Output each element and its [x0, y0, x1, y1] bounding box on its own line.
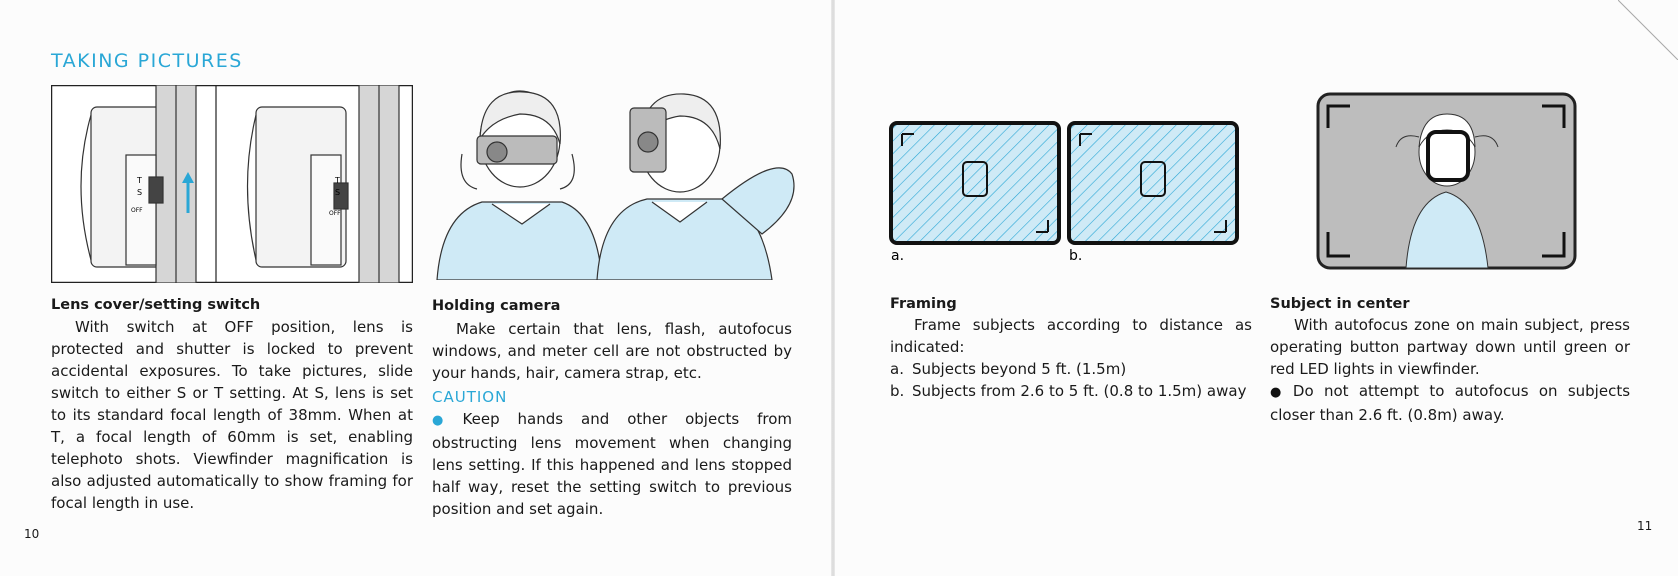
page-number-left: 10 [24, 527, 40, 541]
switch-label-t-2: T [335, 176, 340, 185]
lens-heading: Lens cover/setting switch [51, 297, 261, 313]
person-vertical [597, 94, 794, 280]
right-page [834, 0, 1678, 576]
switch-label-off-2: OFF [329, 210, 341, 217]
page-number-right: 11 [1637, 519, 1653, 533]
switch-label-off: OFF [131, 207, 143, 214]
viewfinder-illustration [1316, 92, 1577, 270]
framing-body [890, 314, 1252, 402]
section-title: TAKING PICTURES [51, 50, 243, 72]
switch-label-s: S [137, 188, 143, 197]
bullet-dot-icon: ● [432, 413, 457, 428]
switch-label-s-2: S [335, 188, 341, 197]
frame-a [891, 123, 1059, 243]
framing-paragraph: Frame subjects according to distance as indicated: [890, 316, 1252, 356]
caution-paragraph [432, 408, 792, 520]
book-spine [831, 0, 835, 576]
center-body [1270, 314, 1630, 426]
switch-label-t: T [137, 176, 142, 185]
holding-body [432, 318, 792, 520]
lens-paragraph: With switch at OFF position, lens is protected and shutter is locked to prevent accidental exposures. To take pictures, slide switch to either S or T setting. At S, lens is set to its standard focal length of 38mm. When at T, a focal length of 60mm is set, enabling telephoto shots. Viewfinder magnification is also adjusted automatically to show framing for focal length in use. [51, 318, 413, 512]
bullet-dot-icon-2: ● [1270, 385, 1287, 400]
framing-item-b [890, 380, 1252, 402]
framing-heading: Framing [890, 296, 957, 312]
center-note [1270, 380, 1630, 426]
framing-item-a-label: a. [890, 360, 904, 378]
fig-label-b: b. [1069, 248, 1083, 264]
holding-heading: Holding camera [432, 298, 561, 314]
frame-b [1069, 123, 1237, 243]
center-note-text: Do not attempt to autofocus on subjects closer than 2.6 ft. (0.8m) away. [1270, 382, 1631, 424]
person-horizontal [437, 91, 602, 280]
camera-side-off [248, 85, 400, 283]
framing-item-a [890, 358, 1252, 380]
holding-camera-illustration [432, 84, 808, 280]
framing-illustration [888, 120, 1242, 270]
framing-item-a-text: Subjects beyond 5 ft. (1.5m) [912, 360, 1127, 378]
lens-body [51, 316, 413, 514]
caution-text: Keep hands and other objects from obstructing lens movement when changing lens setting. If this happened and lens stopped half way, reset the setting switch to previous position and set again. [432, 410, 793, 518]
framing-item-b-text: Subjects from 2.6 to 5 ft. (0.8 to 1.5m) away [912, 382, 1247, 400]
caution-label: CAUTION [432, 388, 508, 406]
lens-switch-illustration [51, 85, 413, 283]
holding-paragraph: Make certain that lens, flash, autofocus windows, and meter cell are not obstructed by your hands, hair, camera strap, etc. [432, 320, 792, 382]
fig-label-a: a. [891, 248, 905, 264]
framing-item-b-label: b. [890, 382, 905, 400]
center-heading: Subject in center [1270, 296, 1410, 312]
page-corner-mark [1618, 0, 1678, 60]
center-paragraph: With autofocus zone on main subject, press operating button partway down until green or red LED lights in viewfinder. [1270, 316, 1630, 378]
